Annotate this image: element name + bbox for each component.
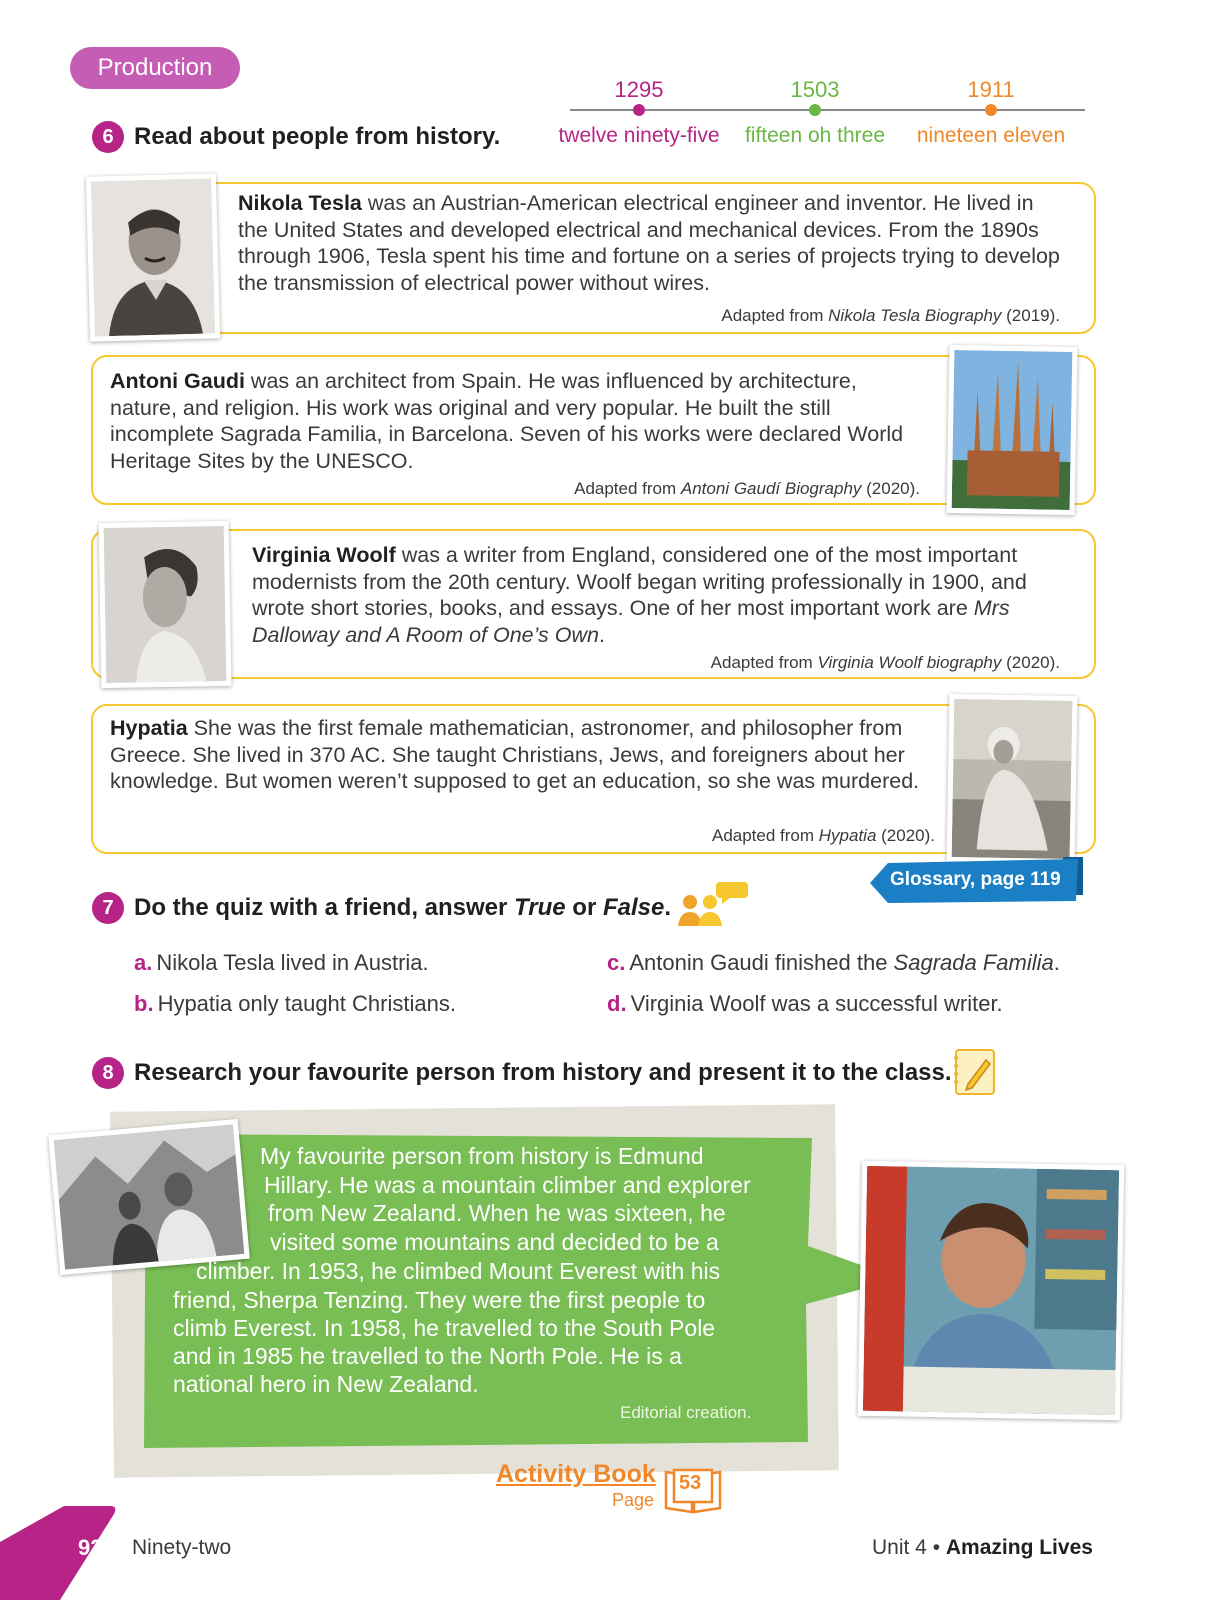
woolf-portrait bbox=[99, 521, 232, 688]
source-woolf: Adapted from Virginia Woolf biography (2020). bbox=[710, 653, 1060, 672]
section-7-title: Do the quiz with a friend, answer True or False. bbox=[134, 894, 672, 921]
activity-book-page-number: 53 bbox=[679, 1472, 702, 1494]
corner-triangle bbox=[0, 1494, 140, 1600]
timeline-year-3: 1911 bbox=[967, 77, 1015, 102]
quiz-item-d: d. Virginia Woolf was a successful writer. bbox=[607, 991, 1003, 1016]
timeline-year-1: 1295 bbox=[614, 77, 664, 102]
source-tesla: Adapted from Nikola Tesla Biography (2019). bbox=[721, 306, 1060, 325]
favourite-line-9: national hero in New Zealand. bbox=[173, 1371, 479, 1397]
bio-text-woolf: Virginia Woolf was a writer from England, considered one of the most important modernists from the 20th century. Woolf began writing professionally in 1900, and wrote short stories, books, and essays. One of her most important work are Mrs Dalloway and A Room of One’s Own. bbox=[252, 543, 1027, 647]
bio-name-gaudi: Antoni Gaudi bbox=[110, 369, 245, 393]
activity-book-link[interactable]: Activity Book bbox=[496, 1460, 656, 1488]
section-6-number: 6 bbox=[92, 121, 124, 153]
bio-italic-woolf: Mrs Dalloway and A Room of One’s Own bbox=[252, 596, 1010, 647]
timeline-dot-3 bbox=[985, 104, 997, 116]
favourite-line-2: Hillary. He was a mountain climber and explorer bbox=[264, 1172, 751, 1198]
favourite-line-6: friend, Sherpa Tenzing. They were the first people to bbox=[173, 1287, 706, 1313]
timeline-dot-2 bbox=[809, 104, 821, 116]
favourite-line-3: from New Zealand. When he was sixteen, he bbox=[268, 1200, 726, 1226]
favourite-line-1: My favourite person from history is Edmund bbox=[260, 1143, 704, 1169]
bio-text-hypatia bbox=[110, 715, 950, 795]
section-8-number: 8 bbox=[92, 1057, 124, 1089]
tesla-portrait bbox=[86, 173, 220, 341]
timeline-words-3: nineteen eleven bbox=[916, 124, 1066, 147]
bio-body-tesla: was an Austrian-American electrical engineer and inventor. He lived in the United States and developed electrical and mechanical devices. From the 1890s through 1906, Tesla spent his time and fortune on a series of projects trying to develop the transmission of electrical power without wires. bbox=[238, 191, 1060, 295]
bio-name-tesla: Nikola Tesla bbox=[238, 191, 362, 215]
timeline-words-1: twelve ninety-five bbox=[558, 124, 720, 147]
footer-page-number: 92 bbox=[78, 1535, 103, 1560]
glossary-label: Glossary, page 119 bbox=[890, 869, 1061, 890]
hillary-photo bbox=[48, 1119, 249, 1275]
footer-page-words: Ninety-two bbox=[132, 1536, 232, 1559]
quiz-item-b: b. Hypatia only taught Christians. bbox=[134, 991, 456, 1016]
timeline-words-2: fifteen oh three bbox=[744, 124, 886, 147]
timeline-line bbox=[570, 109, 1085, 111]
bio-name-woolf: Virginia Woolf bbox=[252, 543, 396, 567]
timeline-dot-1 bbox=[633, 104, 645, 116]
section-8-title: Research your favourite person from history and present it to the class. bbox=[134, 1059, 952, 1086]
activity-book-page-label: Page bbox=[612, 1490, 655, 1510]
book-icon bbox=[662, 1466, 724, 1514]
quiz-item-a: a. Nikola Tesla lived in Austria. bbox=[134, 950, 429, 975]
glossary-link[interactable] bbox=[868, 857, 1083, 909]
source-gaudi: Adapted from Antoni Gaudí Biography (2020). bbox=[574, 479, 920, 498]
hypatia-painting bbox=[947, 694, 1078, 864]
bio-text-tesla bbox=[238, 190, 1068, 296]
footer-unit: Unit 4 • Amazing Lives bbox=[872, 1536, 1093, 1559]
timeline-year-2: 1503 bbox=[790, 77, 840, 102]
production-badge: Production bbox=[70, 47, 240, 89]
section-6-title: Read about people from history. bbox=[134, 123, 501, 150]
bio-text-gaudi bbox=[110, 368, 920, 474]
bio-body-hypatia: She was the first female mathematician, astronomer, and philosopher from Greece. She lived in 370 AC. She taught Christians, Jews, and foreigners about her knowledge. But women weren’t supposed to get an education, so she was murdered. bbox=[110, 716, 920, 793]
favourite-source: Editorial creation. bbox=[620, 1403, 752, 1422]
notebook-pencil-icon bbox=[950, 1046, 998, 1098]
favourite-line-5: climber. In 1953, he climbed Mount Everest with his bbox=[196, 1258, 721, 1284]
boy-student-photo bbox=[858, 1161, 1124, 1421]
sagrada-familia-photo bbox=[947, 345, 1078, 515]
favourite-line-7: climb Everest. In 1958, he travelled to the South Pole bbox=[173, 1315, 716, 1341]
bio-body-gaudi: was an architect from Spain. He was influenced by architecture, nature, and religion. His work was original and very popular. He built the still incomplete Sagrada Familia, in Barcelona. Seven of his works were declared World Heritage Sites by the UNESCO. bbox=[110, 369, 904, 473]
pair-work-icon bbox=[676, 878, 748, 930]
bio-body-woolf: was a writer from England, considered one of the most important modernists from the 20th century. Woolf began writing professionally in 1900, and wrote short stories, books, and essays. One of her most important work are bbox=[252, 543, 1027, 620]
section-7-number: 7 bbox=[92, 892, 124, 924]
quiz-item-c: c. Antonin Gaudi finished the Sagrada Familia. bbox=[607, 950, 1060, 975]
source-hypatia: Adapted from Hypatia (2020). bbox=[711, 826, 935, 845]
favourite-line-8: and in 1985 he travelled to the North Pole. He is a bbox=[173, 1343, 682, 1369]
bio-name-hypatia: Hypatia bbox=[110, 716, 188, 740]
favourite-line-4: visited some mountains and decided to be a bbox=[270, 1229, 719, 1255]
